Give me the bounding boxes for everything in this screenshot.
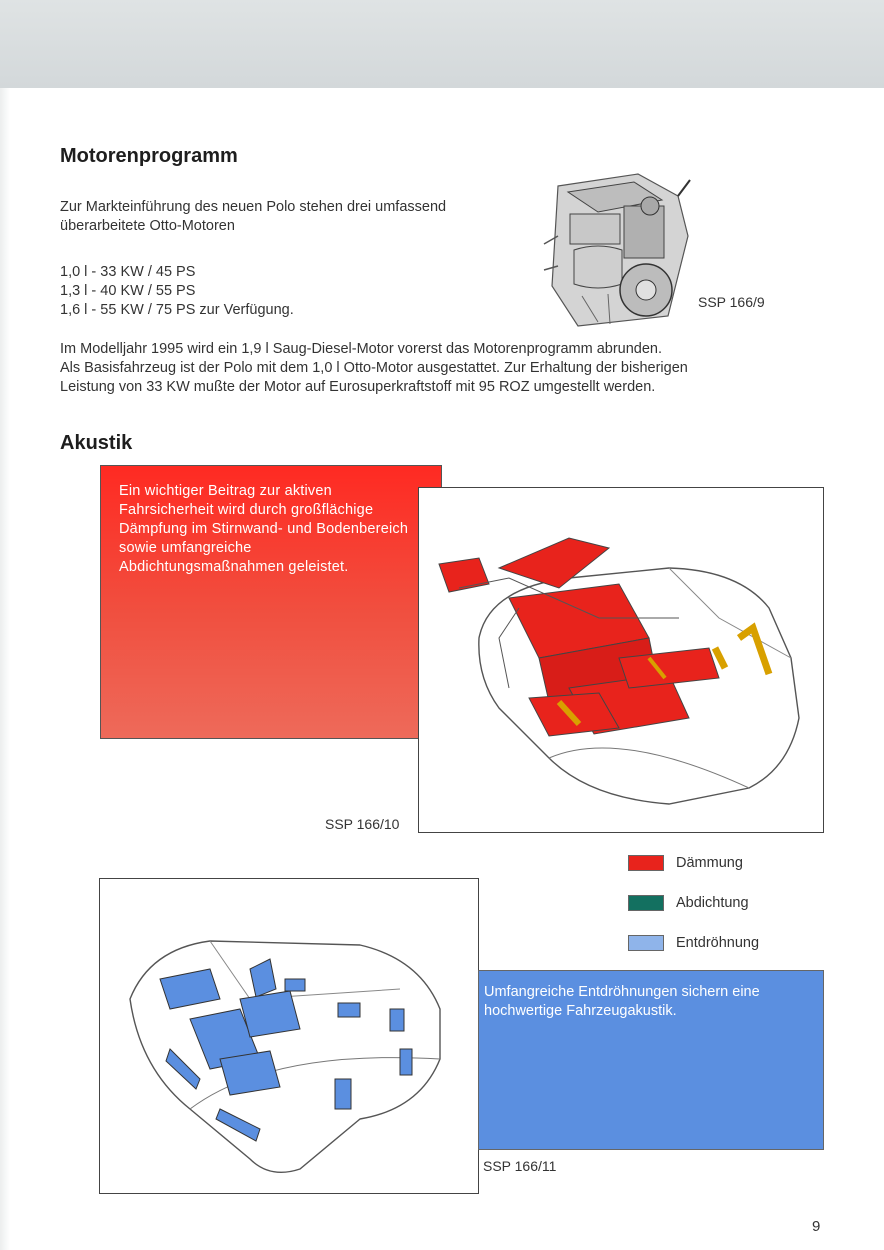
body-line-2: Als Basisfahrzeug ist der Polo mit dem 1,0 l Otto-Motor ausgestattet. Zur Erhaltung der bisherigen: [60, 360, 688, 376]
damping-figure-frame: [99, 878, 479, 1194]
legend-swatch-teal: [628, 895, 664, 911]
page-number: 9: [812, 1218, 821, 1235]
legend-item-entdroehnung: [628, 935, 759, 951]
section-heading-motorenprogramm: Motorenprogramm: [60, 145, 238, 167]
intro-line-2: überarbeitete Otto-Motoren: [60, 218, 235, 234]
engine-item-3: 1,6 l - 55 KW / 75 PS zur Verfügung.: [60, 302, 294, 318]
insulation-figure-caption: SSP 166/10: [325, 816, 400, 832]
engine-item-2: 1,3 l - 40 KW / 55 PS: [60, 283, 196, 299]
legend-label: Abdichtung: [676, 895, 749, 911]
blue-info-panel: [478, 970, 824, 1150]
page-edge-shade: [0, 88, 10, 1250]
body-line-1: Im Modelljahr 1995 wird ein 1,9 l Saug-Diesel-Motor vorerst das Motorenprogramm abrunden.: [60, 341, 663, 357]
red-info-panel: [100, 465, 442, 739]
legend-item-daemmung: [628, 855, 743, 871]
legend-label: Entdröhnung: [676, 935, 760, 951]
insulation-figure-frame: [418, 487, 824, 833]
engine-illustration: [538, 166, 698, 330]
legend-swatch-red: [628, 855, 664, 871]
damping-figure-caption: SSP 166/11: [483, 1158, 557, 1174]
legend-item-abdichtung: [628, 895, 749, 911]
legend-swatch-blue: [628, 935, 664, 951]
intro-line-1: Zur Markteinführung des neuen Polo stehen drei umfassend: [60, 199, 447, 215]
legend-label: Dämmung: [676, 855, 743, 871]
car-damping-illustration: [100, 879, 478, 1193]
engine-item-1: 1,0 l - 33 KW / 45 PS: [60, 264, 196, 280]
car-insulation-illustration: [419, 488, 823, 832]
body-line-3: Leistung von 33 KW mußte der Motor auf Eurosuperkraftstoff mit 95 ROZ umgestellt werden.: [60, 379, 656, 395]
engine-figure-caption: SSP 166/9: [698, 294, 765, 310]
section-heading-akustik: Akustik: [60, 432, 133, 454]
blue-info-text: Umfangreiche Entdröhnungen sichern eine hochwertige Fahrzeugakustik.: [484, 984, 760, 1019]
top-band: [0, 0, 884, 88]
red-info-text: Ein wichtiger Beitrag zur aktiven Fahrsicherheit wird durch großflächige Dämpfung im Stirnwand- und Bodenbereich sowie umfangreiche Abdichtungsmaßnahmen geleistet.: [119, 483, 409, 575]
